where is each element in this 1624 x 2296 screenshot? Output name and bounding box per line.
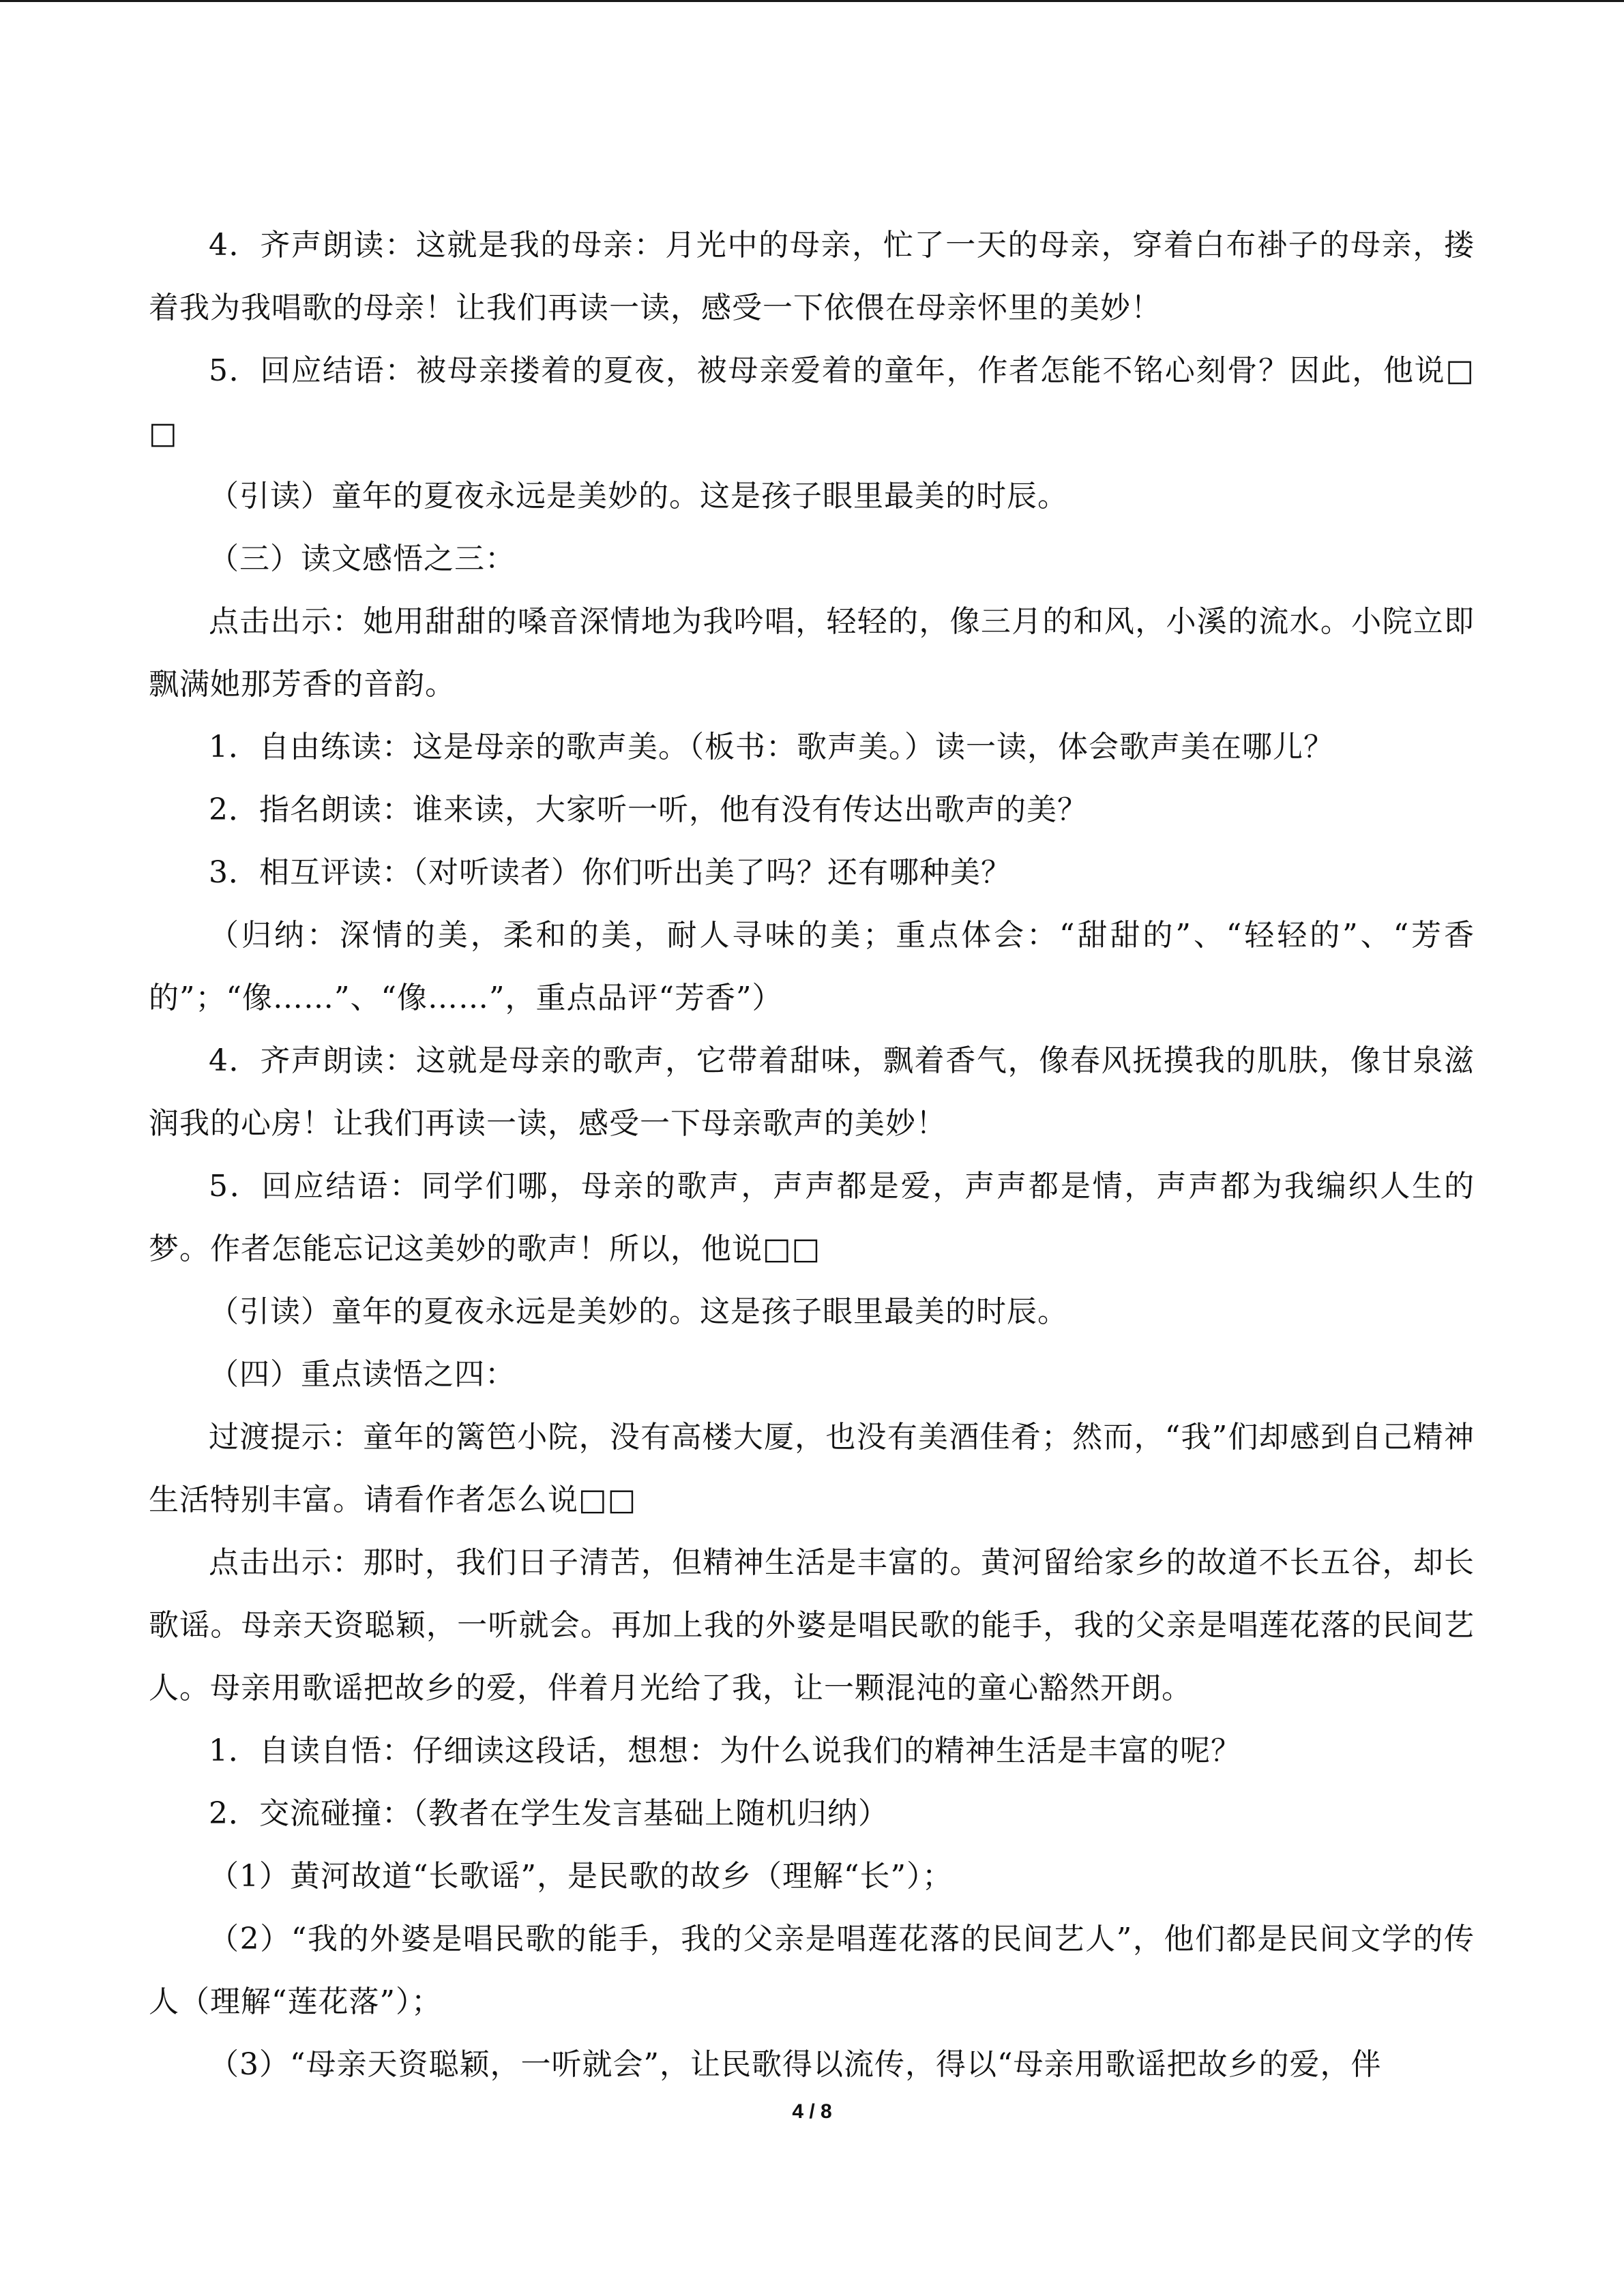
paragraph-1: 4．齐声朗读：这就是我的母亲：月光中的母亲，忙了一天的母亲，穿着白布褂子的母亲，搂着我为我唱歌的母亲！让我们再读一读，感受一下依偎在母亲怀里的美妙！	[149, 228, 1475, 325]
paragraph-15: 点击出示：那时，我们日子清苦，但精神生活是丰富的。黄河留给家乡的故道不长五谷，却长歌谣。母亲天资聪颖，一听就会。再加上我的外婆是唱民歌的能手，我的父亲是唱莲花落的民间艺人。母亲用歌谣把故乡的爱，伴着月光给了我，让一颗混沌的童心豁然开朗。	[149, 1545, 1475, 1705]
paragraph-6: 1．自由练读：这是母亲的歌声美。（板书：歌声美。）读一读，体会歌声美在哪儿？	[209, 730, 1334, 764]
paragraph-2: 5．回应结语：被母亲搂着的夏夜，被母亲爱着的童年，作者怎能不铭心刻骨？因此，他说□□	[149, 353, 1475, 451]
paragraph-19: （2）“我的外婆是唱民歌的能手，我的父亲是唱莲花落的民间艺人”，他们都是民间文学的传人（理解“莲花落”）；	[149, 1922, 1475, 2019]
paragraph-9: （归纳：深情的美，柔和的美，耐人寻味的美；重点体会：“甜甜的”、“轻轻的”、“芳香的”；“像……”、“像……”，重点品评“芳香”）	[149, 918, 1475, 1015]
top-border-line	[0, 0, 1624, 2]
paragraph-12: （引读）童年的夏夜永远是美妙的。这是孩子眼里最美的时辰。	[209, 1294, 1068, 1329]
paragraph-11: 5．回应结语：同学们哪，母亲的歌声，声声都是爱，声声都是情，声声都为我编织人生的梦。作者怎能忘记这美妙的歌声！所以，他说□□	[149, 1169, 1475, 1266]
paragraph-8: 3．相互评读：（对听读者）你们听出美了吗？还有哪种美？	[209, 855, 1012, 890]
paragraph-17: 2．交流碰撞：（教者在学生发言基础上随机归纳）	[209, 1796, 889, 1831]
paragraph-14: 过渡提示：童年的篱笆小院，没有高楼大厦，也没有美酒佳肴；然而，“我”们却感到自己精神生活特别丰富。请看作者怎么说□□	[149, 1420, 1475, 1517]
section-heading-3: （三）读文感悟之三：	[209, 541, 516, 576]
page-number: 4 / 8	[792, 2100, 832, 2123]
paragraph-20: （3）“母亲天资聪颖，一听就会”，让民歌得以流传，得以“母亲用歌谣把故乡的爱，伴	[209, 2047, 1382, 2082]
paragraph-5: 点击出示：她用甜甜的嗓音深情地为我吟唱，轻轻的，像三月的和风，小溪的流水。小院立即飘满她那芳香的音韵。	[149, 604, 1475, 702]
paragraph-3: （引读）童年的夏夜永远是美妙的。这是孩子眼里最美的时辰。	[209, 479, 1068, 513]
paragraph-16: 1．自读自悟：仔细读这段话，想想：为什么说我们的精神生活是丰富的呢？	[209, 1733, 1241, 1768]
paragraph-10: 4．齐声朗读：这就是母亲的歌声，它带着甜味，飘着香气，像春风抚摸我的肌肤，像甘泉滋润我的心房！让我们再读一读，感受一下母亲歌声的美妙！	[149, 1043, 1475, 1141]
document-body	[149, 214, 1475, 2096]
paragraph-7: 2．指名朗读：谁来读，大家听一听，他有没有传达出歌声的美？	[209, 792, 1088, 827]
section-heading-4: （四）重点读悟之四：	[209, 1357, 516, 1392]
paragraph-18: （1）黄河故道“长歌谣”，是民歌的故乡（理解“长”）；	[209, 1859, 953, 1894]
